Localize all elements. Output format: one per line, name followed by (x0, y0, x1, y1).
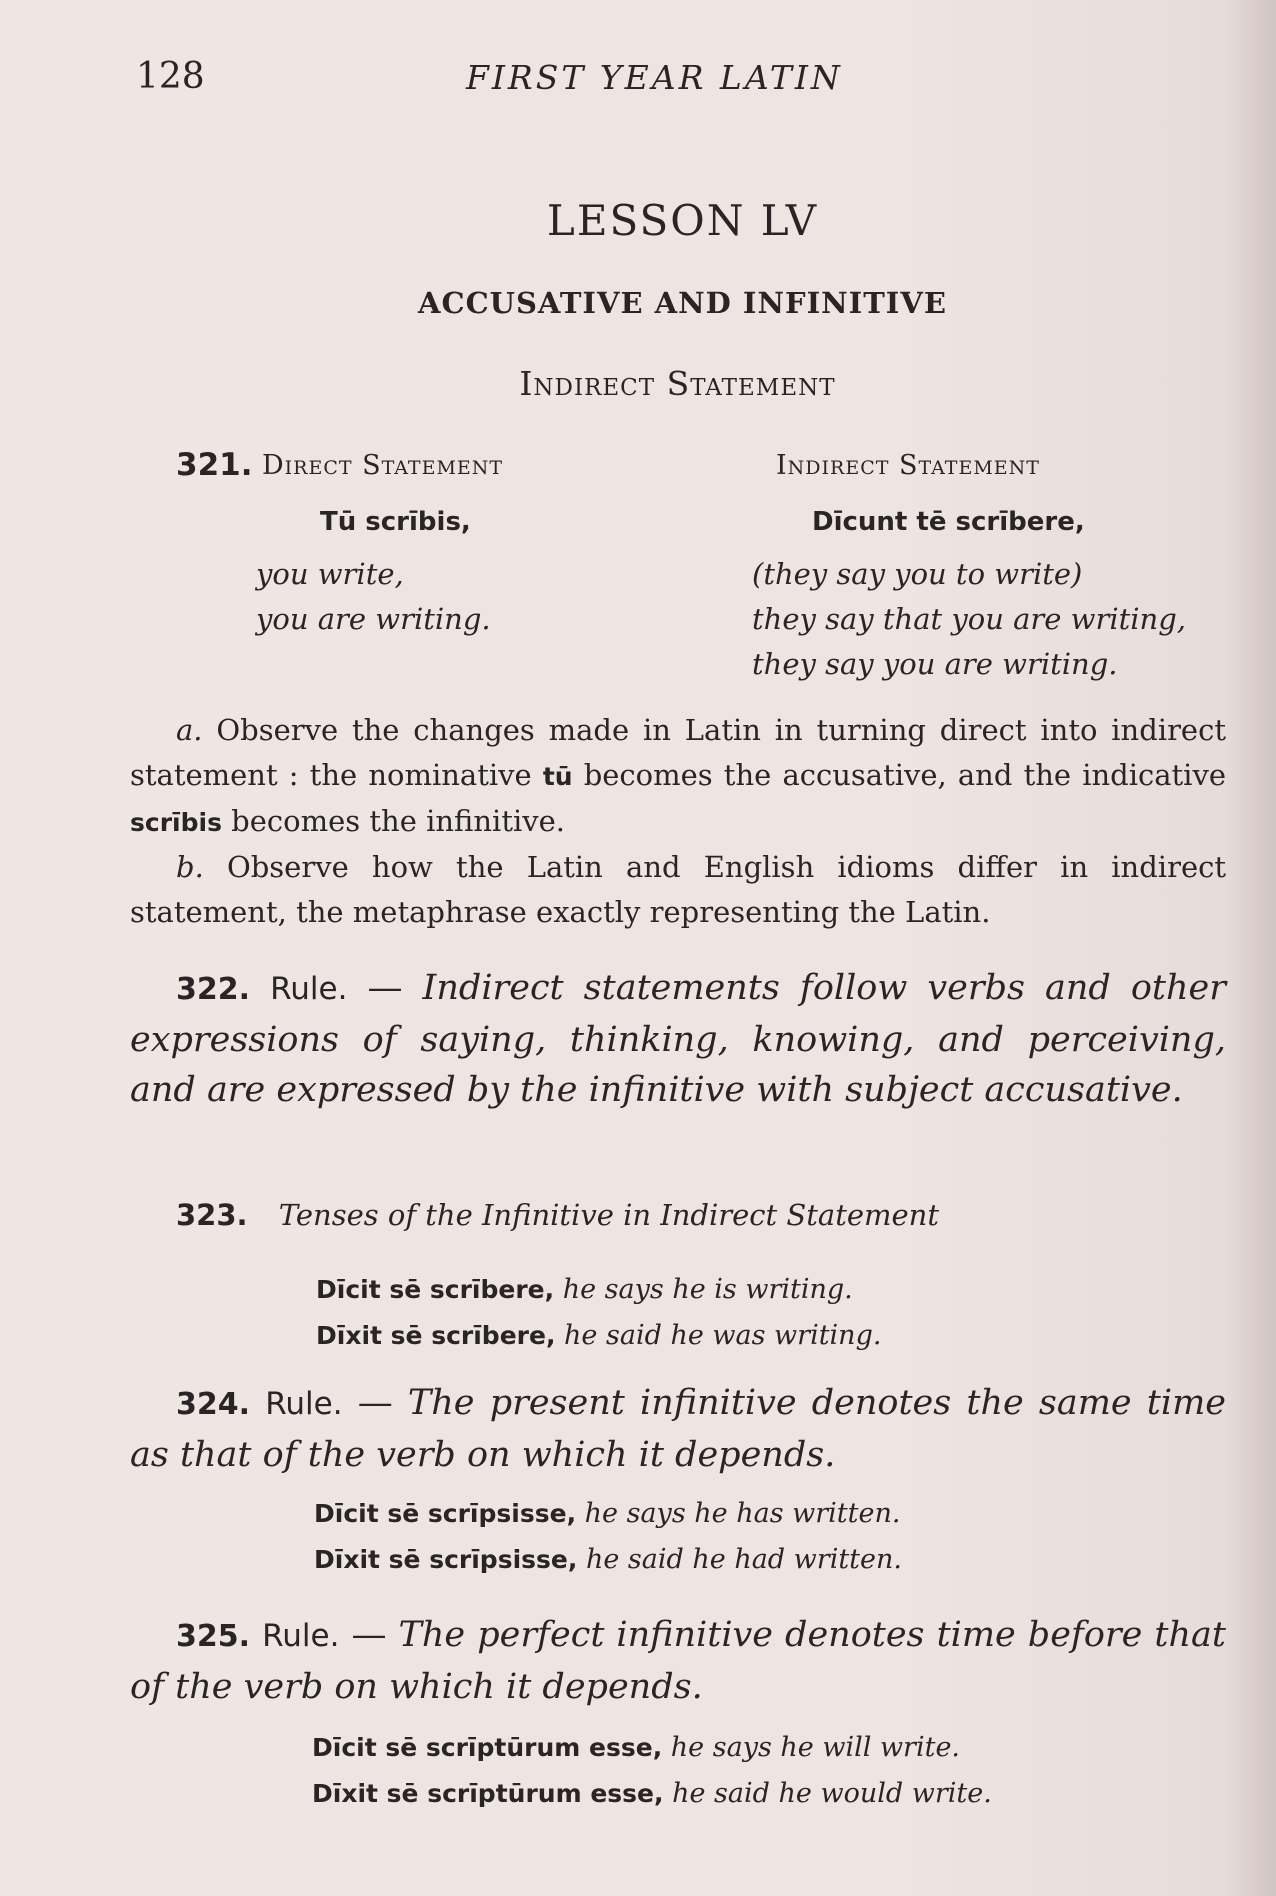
note-b-text: Observe how the Latin and English idioms differ in indirect statement, the metaphrase exactly representing the Latin. (130, 850, 1226, 929)
example-english: he says he is writing. (562, 1274, 853, 1305)
section-number: 325. (176, 1619, 251, 1654)
example-english: he said he would write. (672, 1778, 992, 1809)
note-b-letter: b. (176, 850, 204, 884)
rule-324 (130, 1378, 1226, 1480)
section-number: 322. (176, 972, 251, 1007)
section-323-heading (176, 1198, 939, 1232)
example-english: he said he was writing. (564, 1320, 882, 1351)
example-latin: Dīcit sē scrīptūrum esse, (312, 1733, 663, 1762)
direct-latin: Tū scrībis, (320, 507, 471, 537)
rule-322 (130, 963, 1226, 1115)
section-number: 321. (176, 447, 253, 483)
note-a-text-3: becomes the infinitive. (221, 804, 566, 838)
lesson-subtitle: ACCUSATIVE AND INFINITIVE (418, 286, 947, 320)
section-heading: Indirect Statement (519, 364, 836, 403)
rule-dash: — (342, 1383, 408, 1423)
example-latin: Dīxit sē scrīptūrum esse, (312, 1779, 664, 1808)
rule-325 (130, 1610, 1226, 1712)
rule-dash: — (347, 968, 423, 1008)
note-a-text-2: becomes the accusative, and the indicative (572, 758, 1226, 792)
rule-label: Rule. (270, 971, 348, 1007)
page-number: 128 (136, 56, 205, 97)
note-a-word-tu: tū (542, 762, 573, 791)
example-english: he said he had written. (585, 1544, 902, 1575)
direct-english-2: you are writing. (256, 602, 491, 636)
running-title: FIRST YEAR LATIN (466, 58, 843, 97)
note-a (130, 708, 1226, 845)
example-line (314, 1498, 900, 1529)
example-latin: Dīxit sē scrīpsisse, (314, 1545, 578, 1574)
rule-text: The present infinitive denotes the same time as that of the verb on which it depends. (130, 1383, 1226, 1475)
example-line (314, 1544, 902, 1575)
example-english: he says he has written. (584, 1498, 901, 1529)
example-latin: Dīxit sē scrībere, (316, 1321, 556, 1350)
rule-label: Rule. (262, 1618, 340, 1654)
example-line (312, 1732, 960, 1763)
note-b (130, 845, 1226, 935)
rule-text: The perfect infinitive denotes time before that of the verb on which it depends. (130, 1615, 1226, 1707)
example-line (316, 1320, 881, 1351)
indirect-statement-heading: Indirect Statement (776, 450, 1040, 481)
rule-label: Rule. (265, 1386, 343, 1422)
note-a-letter: a. (176, 713, 203, 747)
note-a-text-1: Observe the changes made in Latin in turning direct into indirect statement : the nominative (130, 713, 1226, 792)
section-number: 324. (176, 1387, 251, 1422)
example-line (312, 1778, 992, 1809)
indirect-latin: Dīcunt tē scrībere, (812, 507, 1085, 537)
lesson-title: LESSON LV (546, 196, 819, 245)
note-a-word-scribis: scrībis (130, 808, 222, 837)
tenses-heading: Tenses of the Infinitive in Indirect Statement (278, 1198, 939, 1232)
example-latin: Dīcit sē scrīpsisse, (314, 1499, 577, 1528)
direct-statement-heading: Direct Statement (262, 450, 504, 481)
indirect-metaphrase: (they say you to write) (752, 557, 1083, 591)
example-line (316, 1274, 853, 1305)
indirect-english-2: they say that you are writing, (752, 602, 1186, 636)
example-english: he says he will write. (670, 1732, 961, 1763)
section-321-number (176, 447, 253, 483)
rule-text: Indirect statements follow verbs and other expressions of saying, thinking, knowing, and perceiving, and are expressed by the infinitive with subject accusative. (130, 968, 1226, 1110)
indirect-english-3: they say you are writing. (752, 647, 1118, 681)
direct-english-1: you write, (256, 557, 404, 591)
rule-dash: — (339, 1615, 399, 1655)
example-latin: Dīcit sē scrībere, (316, 1275, 555, 1304)
section-number: 323. (176, 1198, 248, 1232)
